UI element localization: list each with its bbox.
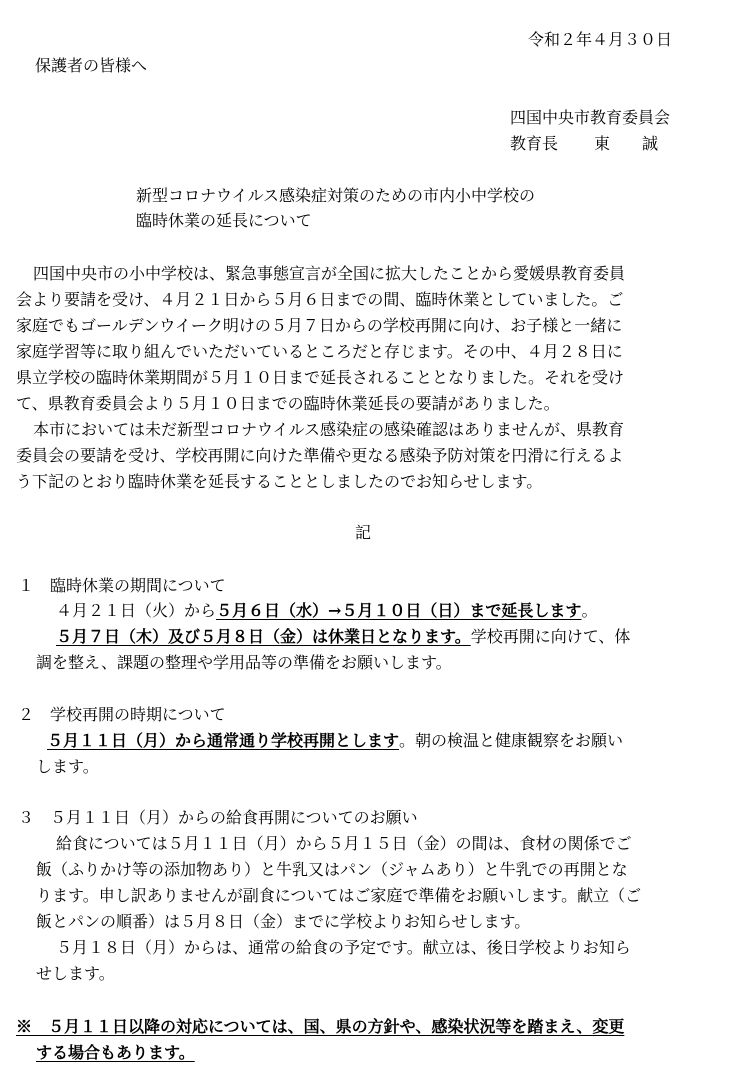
section-3-line-4: 飯とパンの順番）は５月８日（金）までに学校よりお知らせします。 — [36, 912, 531, 931]
title-line-1: 新型コロナウイルス感染症対策のための市内小中学校の — [136, 186, 536, 205]
section-1-heading: １ 臨時休業の期間について — [18, 576, 226, 595]
body-p2-line-2: 委員会の要請を受け、学校再開に向けた準備や更なる感染予防対策を円滑に行えるよ — [16, 446, 624, 465]
body-p1-line-5: 県立学校の臨時休業期間が５月１０日まで延長されることとなりました。それを受け — [16, 368, 625, 387]
extension-period: ５月６日（水）→５月１０日（日）まで延長します — [216, 601, 582, 620]
section-3-line-1: 給食については５月１１日（月）から５月１５日（金）の間は、食材の関係でご — [56, 834, 632, 853]
body-p1-line-3: 家庭でもゴールデンウイーク明けの５月７日からの学校再開に向け、お子様と一緒に — [16, 316, 623, 335]
sender-signature — [510, 134, 658, 154]
body-p1-line-2: 会より要請を受け、４月２１日から５月６日までの間、臨時休業としていました。ご — [16, 290, 624, 309]
note-line-2: する場合もあります。 — [36, 1043, 195, 1062]
section-3-heading: ３ ５月１１日（月）からの給食再開についてのお願い — [18, 808, 418, 827]
title-line-2: 臨時休業の延長について — [136, 211, 312, 230]
holiday-days: ５月７日（木）及び５月８日（金）は休業日となります。 — [56, 627, 471, 646]
section-1-line-3: 調を整え、課題の整理や学用品等の準備をお願いします。 — [36, 653, 452, 672]
body-p2-line-3: う下記のとおり臨時休業を延長することとしましたのでお知らせします。 — [16, 472, 543, 491]
body-p1-line-4: 家庭学習等に取り組んでいただいているところだと存じます。その中、４月２８日に — [16, 342, 623, 361]
sender-name: 東 誠 — [594, 134, 659, 153]
document-date: 令和２年４月３０日 — [528, 30, 673, 49]
section-1-line-2: ５月７日（木）及び５月８日（金）は休業日となります。学校再開に向けて、体 — [56, 627, 631, 646]
section-3-line-2: 飯（ふりかけ等の添加物あり）と牛乳又はパン（ジャムあり）と牛乳での再開とな — [36, 860, 628, 879]
ki-mark: 記 — [355, 523, 372, 542]
body-p1-line-1: 四国中央市の小中学校は、緊急事態宣言が全国に拡大したことから愛媛県教育委員 — [33, 264, 626, 283]
sender-title: 教育長 — [510, 134, 559, 153]
body-p1-line-6: て、県教育委員会より５月１０日までの臨時休業延長の要請がありました。 — [16, 394, 560, 413]
section-3-line-6: せします。 — [36, 964, 115, 983]
body-p2-line-1: 本市においては未だ新型コロナウイルス感染症の感染確認はありませんが、県教育 — [33, 420, 625, 439]
sender-organization: 四国中央市教育委員会 — [510, 108, 671, 127]
addressee: 保護者の皆様へ — [35, 56, 148, 75]
school-reopening-date: ５月１１日（月）から通常通り学校再開とします — [47, 731, 400, 750]
section-2-line-2: します。 — [36, 757, 99, 776]
section-1-line-1: ４月２１日（火）から５月６日（水）→５月１０日（日）まで延長します。 — [56, 601, 598, 620]
section-2-heading: ２ 学校再開の時期について — [18, 705, 226, 724]
section-3-line-3: ります。申し訳ありませんが副食についてはご家庭で準備をお願いします。献立（ご — [36, 886, 642, 905]
note-line-1: ※ ５月１１日以降の対応については、国、県の方針や、感染状況等を踏まえ、変更 — [16, 1017, 625, 1036]
section-3-line-5: ５月１８日（月）からは、通常の給食の予定です。献立は、後日学校よりお知ら — [56, 938, 631, 957]
section-2-line-1: ５月１１日（月）から通常通り学校再開とします。朝の検温と健康観察をお願い — [47, 731, 624, 750]
